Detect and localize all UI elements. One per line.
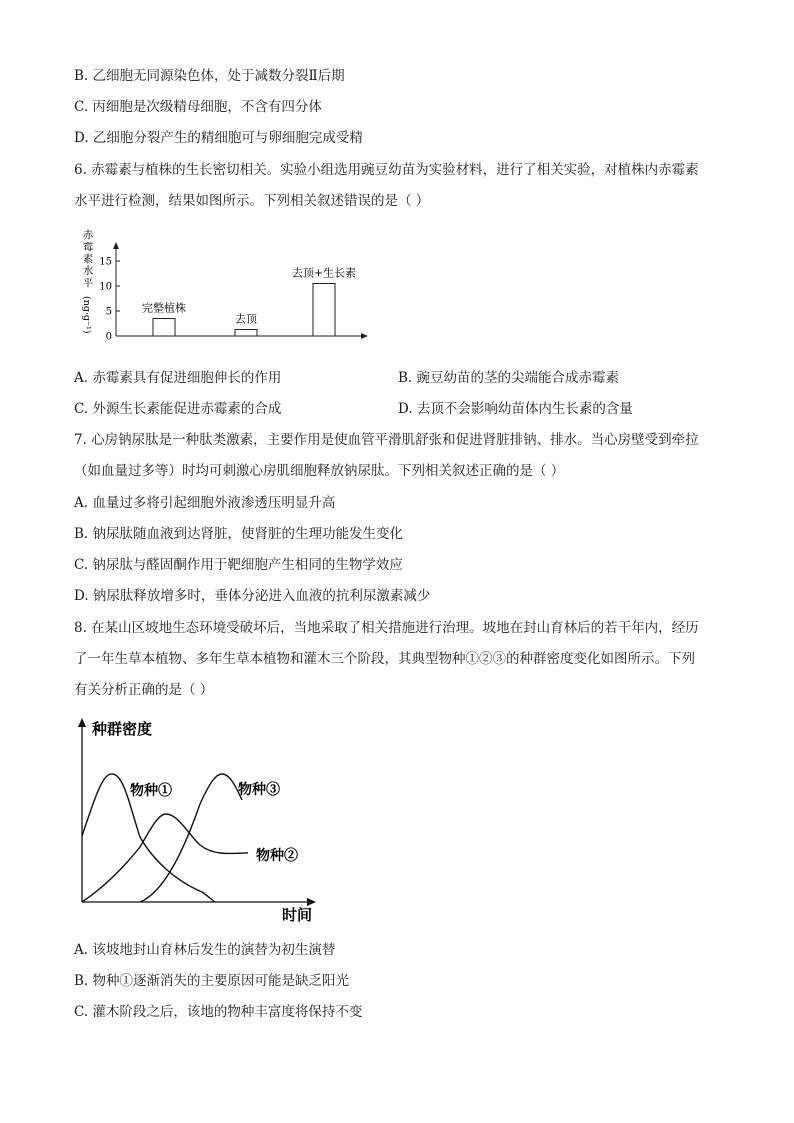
- species-2-label: 物种②: [256, 848, 298, 864]
- q8-option-a: A. 该坡地封山育林后发生的演替为初生演替: [74, 942, 336, 958]
- bar-category-label: 去顶+生长素: [291, 266, 357, 280]
- q8-stem-line-1: 8. 在某山区坡地生态环境受破坏后，当地采取了相关措施进行治理。坡地在封山育林后的若干年内，经历: [74, 620, 699, 636]
- y-axis-label: 种群密度: [92, 720, 153, 738]
- x-axis-arrow: [361, 333, 368, 339]
- species-1-label: 物种①: [130, 783, 172, 799]
- y-axis-arrow: [78, 718, 86, 727]
- y-label-unit: (ng·g⁻¹): [81, 296, 92, 334]
- q7-option-b: B. 钠尿肽随血液到达肾脏，使肾脏的生理功能发生变化: [74, 526, 404, 542]
- q8-option-c: C. 灌木阶段之后，该地的物种丰富度将保持不变: [74, 1004, 363, 1020]
- q7-stem-line-1: 7. 心房钠尿肽是一种肽类激素，主要作用是使血管平滑肌舒张和促进肾脏排钠、排水。当心房壁受到牵拉: [74, 432, 699, 448]
- q7-option-d: D. 钠尿肽释放增多时，垂体分泌进入血液的抗利尿激素减少: [74, 588, 431, 604]
- y-tick-label: 0: [105, 331, 112, 343]
- q8-option-b: B. 物种①逐渐消失的主要原因可能是缺乏阳光: [74, 973, 350, 989]
- gibberellin-bar-chart: [74, 226, 374, 356]
- q6-stem-line-1: 6. 赤霉素与植株的生长密切相关。实验小组选用豌豆幼苗为实验材料，进行了相关实验，对植株内赤霉素: [74, 162, 699, 178]
- y-tick-label: 5: [105, 306, 112, 318]
- x-axis-label: 时间: [282, 906, 313, 924]
- q8-stem-line-2: 了一年生草本植物、多年生草本植物和灌木三个阶段，其典型物种①②③的种群密度变化如图所示。下列: [74, 651, 695, 667]
- species-2-curve: [82, 814, 248, 902]
- y-label-char: 赤: [82, 229, 94, 241]
- y-axis-label: [81, 228, 94, 334]
- y-axis-arrow: [113, 242, 119, 249]
- x-axis-arrow: [307, 898, 316, 906]
- q6-option-b: B. 豌豆幼苗的茎的尖端能合成赤霉素: [398, 370, 620, 386]
- bar: [153, 319, 175, 337]
- q6-option-a: A. 赤霉素具有促进细胞伸长的作用: [74, 370, 282, 386]
- y-label-char: 霉: [82, 241, 94, 253]
- q7-option-c: C. 钠尿肽与醛固酮作用于靶细胞产生相同的生物学效应: [74, 557, 403, 573]
- bar-category-label: 完整植株: [142, 301, 186, 315]
- q5-option-b: B. 乙细胞无同源染色体，处于减数分裂Ⅱ后期: [74, 68, 345, 84]
- bar: [235, 330, 257, 337]
- bar: [313, 284, 335, 337]
- population-density-chart: [70, 712, 330, 927]
- q6-stem-line-2: 水平进行检测，结果如图所示。下列相关叙述错误的是（ ）: [74, 193, 430, 209]
- bar-category-label: 去顶: [235, 312, 257, 326]
- species-3-label: 物种③: [238, 782, 280, 798]
- y-tick-label: 10: [99, 281, 112, 293]
- q7-option-a: A. 血量过多将引起细胞外液渗透压明显升高: [74, 495, 336, 511]
- q5-option-d: D. 乙细胞分裂产生的精细胞可与卵细胞完成受精: [74, 130, 363, 146]
- q6-option-c: C. 外源生长素能促进赤霉素的合成: [74, 401, 282, 417]
- q7-stem-line-2: （如血量过多等）时均可刺激心房肌细胞释放钠尿肽。下列相关叙述正确的是（ ）: [74, 463, 565, 479]
- q6-option-d: D. 去顶不会影响幼苗体内生长素的含量: [398, 401, 633, 417]
- q5-option-c: C. 丙细胞是次级精母细胞，不含有四分体: [74, 99, 322, 115]
- y-label-char: 水: [82, 265, 94, 277]
- y-label-char: 平: [82, 277, 94, 289]
- y-label-char: 素: [82, 253, 94, 265]
- q8-stem-line-3: 有关分析正确的是（ ）: [74, 682, 214, 698]
- y-tick-label: 15: [99, 256, 112, 268]
